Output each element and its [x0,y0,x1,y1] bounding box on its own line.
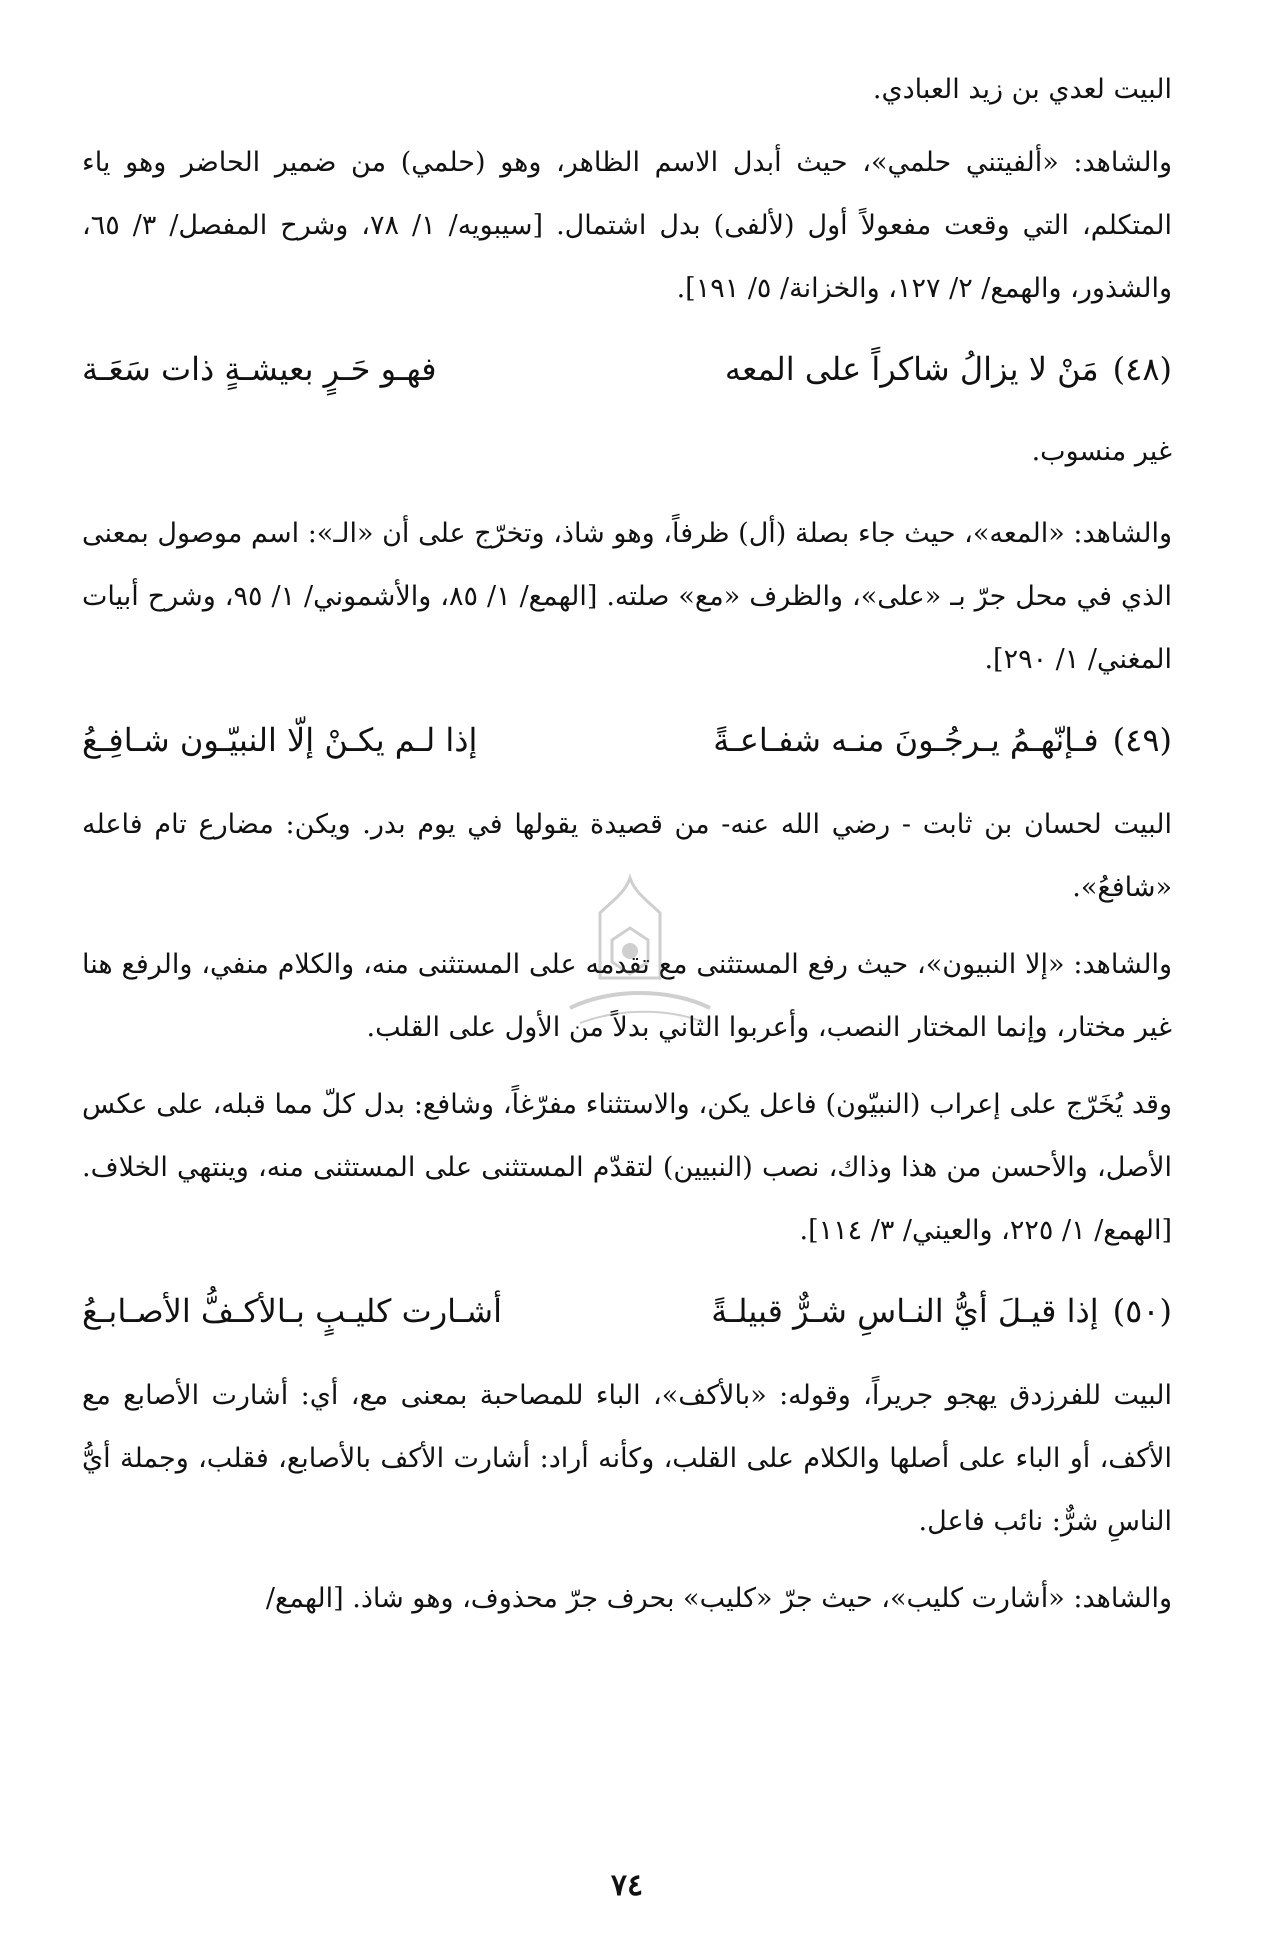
witness-paragraph-48: والشاهد: «المعه»، حيث جاء بصلة (أل) ظرفاً، وهو شاذ، وتخرّج على أن «الـ»: اسم موصول بمعنى الذي في محل جرّ بـ «على»، والظرف «مع» صلته. [الهمع/ ١/ ٨٥، والأشموني/ ١/ ٩٥، وشرح أبيات المغني/ ١/ ٢٩٠]. [82,518,1172,675]
book-page [82,58,1172,1918]
page-number: ٧٤ [610,1868,644,1903]
witness-paragraph-50: والشاهد: «أشارت كليب»، حيث جرّ «كليب» بحرف جرّ محذوف، وهو شاذ. [الهمع/ [265,1583,1172,1614]
verse-hemistich-second: فهـو حَـرٍ بعيشـةٍ ذات سَعَـة [82,350,437,388]
verse-50 [82,1276,1172,1346]
witness-paragraph-49: والشاهد: «إلا النبيون»، حيث رفع المستثنى مع تقدمه على المستثنى منه، والكلام منفي، والرفع هنا غير مختار، وإنما المختار النصب، وأعربوا الثاني بدلاً من الأول على القلب. [82,949,1172,1043]
verse-48 [82,334,1172,404]
attribution-line-47: البيت لعدي بن زيد العبادي. [872,74,1172,105]
verse-hemistich-second: إذا لـم يكـنْ إلّا النبيّـون شـافِـعُ [82,721,478,759]
commentary-paragraph-49: البيت لحسان بن ثابت - رضي الله عنه- من قصيدة يقولها في يوم بدر. ويكن: مضارع تام فاعله «شافعُ». [82,809,1172,903]
verse-49 [82,705,1172,775]
commentary-paragraph-50: البيت للفرزدق يهجو جريراً، وقوله: «بالأكف»، الباء للمصاحبة بمعنى مع، أي: أشارت الأصابع مع الأكف، أو الباء على أصلها والكلام على القلب، وكأنه أراد: أشارت الأكف بالأصابع، فقلب، وجملة أيُّ الناسِ شرٌّ: نائب فاعل. [82,1380,1172,1537]
verse-number: (٤٩) [1112,721,1172,759]
verse-hemistich-first: فـإنّهـمُ يـرجُـونَ منـه شفـاعـةً [713,721,1099,759]
verse-hemistich-first: مَنْ لا يزالُ شاكراً على المعه [724,350,1099,388]
verse-hemistich-first: إذا قيـلَ أيُّ النـاسِ شـرٌّ قبيلـةً [711,1292,1099,1330]
witness-paragraph-47: والشاهد: «ألفيتني حلمي»، حيث أبدل الاسم الظاهر، وهو (حلمي) من ضمير الحاضر وهو ياء المتكلم، التي وقعت مفعولاً أول (لألفى) بدل اشتمال. [سيبويه/ ١/ ٧٨، وشرح المفصل/ ٣/ ٦٥، والشذور، والهمع/ ٢/ ١٢٧، والخزانة/ ٥/ ١٩١]. [82,147,1173,304]
attribution-48: غير منسوب. [1031,436,1172,467]
verse-number: (٤٨) [1112,350,1172,388]
verse-number: (٥٠) [1112,1292,1172,1330]
analysis-paragraph-49: وقد يُخَرّج على إعراب (النبيّون) فاعل يكن، والاستثناء مفرّغاً، وشافع: بدل كلّ مما قبله، على عكس الأصل، والأحسن من هذا وذاك، نصب (النبيين) لتقدّم المستثنى على المستثنى منه، وينتهي الخلاف. [الهمع/ ١/ ٢٢٥، والعيني/ ٣/ ١١٤]. [82,1089,1172,1246]
verse-hemistich-second: أشـارت كليـبٍ بـالأكـفُّ الأصـابـعُ [82,1292,502,1330]
